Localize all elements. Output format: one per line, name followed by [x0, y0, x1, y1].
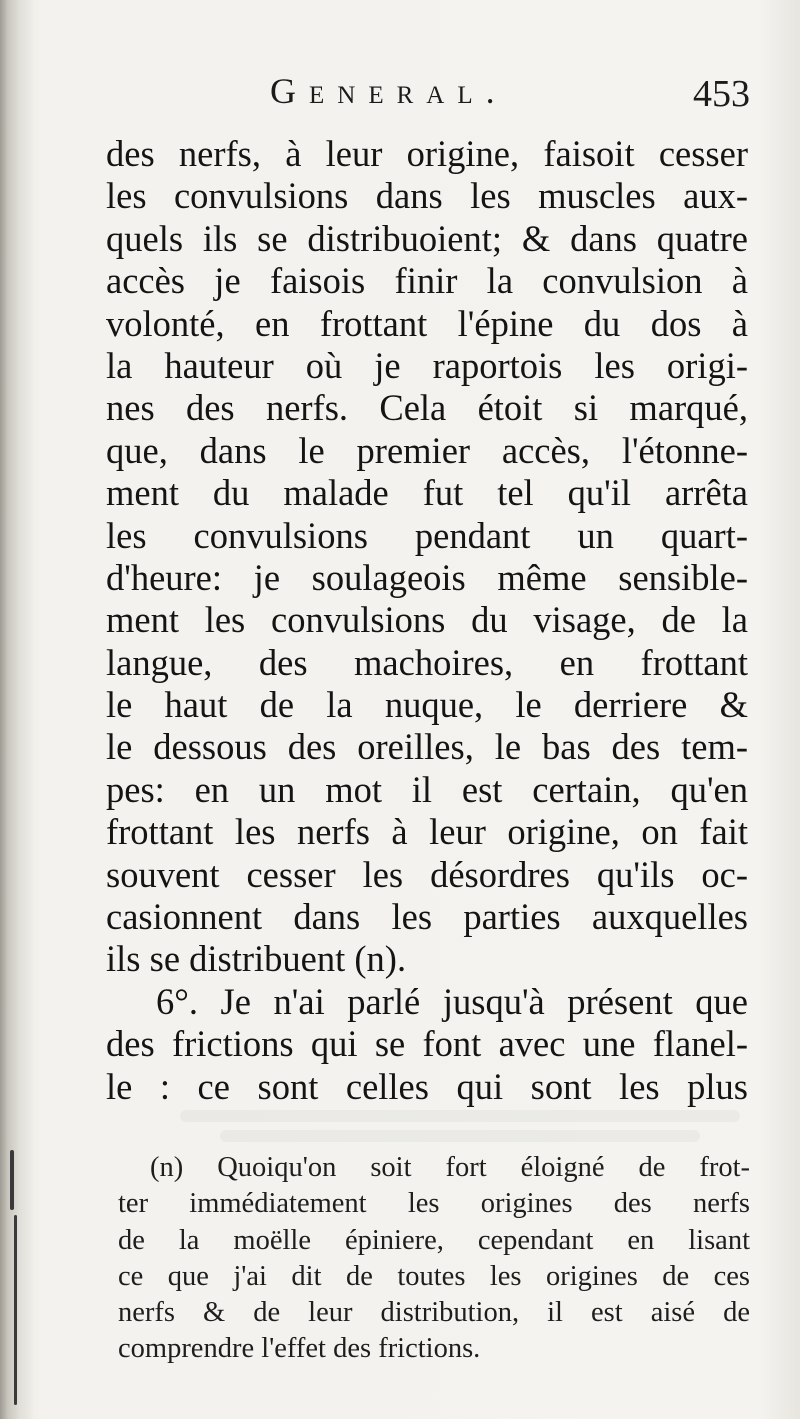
text-line: le haut de la nuque, le derriere &	[106, 684, 748, 726]
show-through-shadow	[220, 1130, 700, 1142]
gutter-mark	[10, 1150, 14, 1210]
text-line: d'heure: je soulageois même sensible-	[106, 556, 748, 598]
text-line: pes: en un mot il est certain, qu'en	[106, 768, 748, 810]
text-line: souvent cesser les désordres qu'ils oc-	[106, 853, 748, 895]
footnote-line: ter immédiatement les origines des nerfs	[118, 1188, 750, 1220]
page-header	[270, 70, 750, 120]
main-text	[106, 133, 748, 1108]
text-line: des frictions qui se font avec une flanel-	[106, 1023, 748, 1065]
text-line: quels ils se distribuoient; & dans quatre	[106, 217, 748, 259]
text-line: que, dans le premier accès, l'étonne-	[106, 429, 748, 471]
text-line: les convulsions dans les muscles aux-	[106, 175, 748, 217]
text-line: les convulsions pendant un quart-	[106, 514, 748, 556]
footnote-line: nerfs & de leur distribution, il est aisé de	[118, 1297, 750, 1329]
text-line: des nerfs, à leur origine, faisoit cesser	[106, 133, 748, 174]
text-line: 6°. Je n'ai parlé jusqu'à présent que	[156, 980, 748, 1022]
footnote-line: ce que j'ai dit de toutes les origines de ces	[118, 1260, 750, 1292]
footnote-line: (n) Quoiqu'on soit fort éloigné de frot-	[150, 1152, 750, 1183]
text-line: ils se distribuent (n).	[106, 938, 407, 980]
footnote-line: comprendre l'effet des frictions.	[118, 1333, 481, 1365]
page-gutter	[0, 0, 34, 1419]
page-number: 453	[693, 73, 750, 115]
text-line: accès je faisois finir la convulsion à	[106, 260, 748, 302]
text-line: ment les convulsions du visage, de la	[106, 599, 748, 641]
text-line: ment du malade fut tel qu'il arrêta	[106, 472, 748, 514]
text-line: casionnent dans les parties auxquelles	[106, 896, 748, 938]
footnote	[118, 1150, 750, 1368]
text-line: frottant les nerfs à leur origine, on fait	[106, 811, 748, 853]
text-line: le : ce sont celles qui sont les plus	[106, 1065, 748, 1107]
text-line: nes des nerfs. Cela étoit si marqué,	[106, 387, 748, 429]
running-title: General.	[270, 71, 508, 111]
text-line: le dessous des oreilles, le bas des tem-	[106, 726, 748, 768]
text-line: la hauteur où je raportois les origi-	[106, 344, 748, 386]
text-line: langue, des machoires, en frottant	[106, 641, 748, 683]
show-through-shadow	[180, 1110, 740, 1122]
text-line: volonté, en frottant l'épine du dos à	[106, 302, 748, 344]
footnote-line: de la moëlle épiniere, cependant en lisant	[118, 1224, 750, 1256]
gutter-mark	[14, 1215, 17, 1405]
